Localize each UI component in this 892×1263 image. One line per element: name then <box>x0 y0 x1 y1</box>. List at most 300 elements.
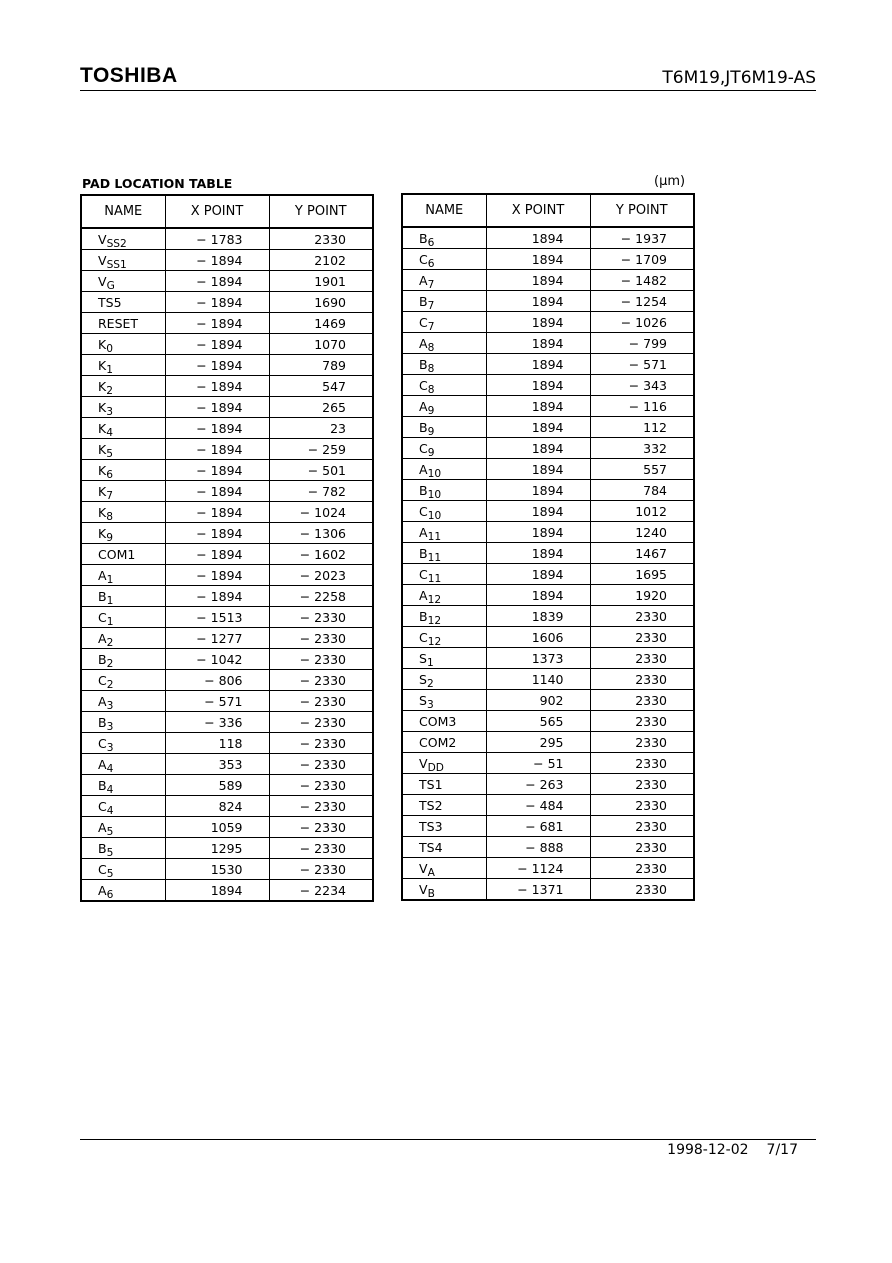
pad-name <box>402 501 486 522</box>
pad-name-base: RESET <box>98 315 139 331</box>
table-row <box>402 249 694 270</box>
y-point-cell: 1467 <box>590 543 694 564</box>
table-row <box>81 334 373 355</box>
table-caption: PAD LOCATION TABLE <box>82 176 233 191</box>
x-point-cell: 1894 <box>486 396 590 417</box>
y-point-cell: 557 <box>590 459 694 480</box>
y-point-cell: − 799 <box>590 333 694 354</box>
pad-name <box>81 586 165 607</box>
pad-name-subscript: 5 <box>106 866 114 880</box>
pad-name-subscript: A <box>427 865 435 879</box>
pad-name <box>402 816 486 837</box>
pad-name-subscript: 9 <box>427 445 435 459</box>
col-header-x-point: X POINT <box>165 195 269 228</box>
table-row <box>402 690 694 711</box>
x-point-cell: 1894 <box>486 354 590 375</box>
table-row <box>81 544 373 565</box>
x-point-cell: − 1894 <box>165 544 269 565</box>
table-row <box>402 585 694 606</box>
x-point-cell: 1894 <box>486 291 590 312</box>
pad-name-base: TS3 <box>419 818 443 834</box>
y-point-cell: − 2330 <box>269 754 373 775</box>
pad-name-subscript: 10 <box>427 508 442 522</box>
pad-name-subscript: 8 <box>427 340 435 354</box>
pad-name <box>81 418 165 439</box>
pad-name-subscript: 1 <box>106 572 114 586</box>
pad-name <box>81 754 165 775</box>
pad-name <box>402 879 486 901</box>
pad-name-subscript: 2 <box>106 383 113 397</box>
y-point-cell: − 501 <box>269 460 373 481</box>
y-point-cell: − 259 <box>269 439 373 460</box>
table-row <box>81 775 373 796</box>
pad-name-base: A <box>98 819 107 835</box>
pad-name-base: A <box>98 630 107 646</box>
pad-name-subscript: 5 <box>106 446 113 460</box>
y-point-cell: − 1306 <box>269 523 373 544</box>
pad-name <box>81 397 165 418</box>
x-point-cell: − 1894 <box>165 250 269 271</box>
x-point-cell: − 1894 <box>165 565 269 586</box>
pad-name <box>402 480 486 501</box>
y-point-cell: − 782 <box>269 481 373 502</box>
y-point-cell: 1695 <box>590 564 694 585</box>
col-header-y-point: Y POINT <box>590 194 694 227</box>
table-header-row <box>402 194 694 227</box>
y-point-cell: 789 <box>269 355 373 376</box>
pad-name <box>402 227 486 249</box>
x-point-cell: 1894 <box>486 522 590 543</box>
x-point-cell: − 571 <box>165 691 269 712</box>
y-point-cell: − 2330 <box>269 649 373 670</box>
pad-name-base: B <box>419 482 428 498</box>
table-header-row <box>81 195 373 228</box>
table-row <box>81 838 373 859</box>
y-point-cell: − 1482 <box>590 270 694 291</box>
pad-name <box>402 732 486 753</box>
y-point-cell: 2330 <box>590 774 694 795</box>
part-number: T6M19,JT6M19-AS <box>662 68 816 88</box>
x-point-cell: 1894 <box>486 375 590 396</box>
y-point-cell: − 2330 <box>269 733 373 754</box>
pad-name <box>402 837 486 858</box>
y-point-cell: 1901 <box>269 271 373 292</box>
y-point-cell: 1920 <box>590 585 694 606</box>
y-point-cell: 2330 <box>590 690 694 711</box>
y-point-cell: 2330 <box>590 858 694 879</box>
table-row <box>402 564 694 585</box>
pad-name-base: S <box>419 650 427 666</box>
pad-name <box>81 880 165 902</box>
pad-name-subscript: 7 <box>106 488 113 502</box>
pad-name-subscript: SS2 <box>106 236 127 250</box>
pad-name-base: B <box>419 608 428 624</box>
x-point-cell: 1894 <box>486 227 590 249</box>
y-point-cell: − 2330 <box>269 775 373 796</box>
x-point-cell: 1894 <box>165 880 269 902</box>
table-row <box>81 228 373 250</box>
y-point-cell: − 1602 <box>269 544 373 565</box>
pad-name <box>81 481 165 502</box>
pad-name-subscript: 9 <box>427 403 435 417</box>
pad-name-base: B <box>419 293 428 309</box>
pad-name <box>81 439 165 460</box>
pad-name-subscript: 5 <box>106 824 114 838</box>
pad-name <box>402 354 486 375</box>
pad-name <box>81 670 165 691</box>
x-point-cell: 118 <box>165 733 269 754</box>
pad-name <box>81 250 165 271</box>
x-point-cell: − 1513 <box>165 607 269 628</box>
pad-name <box>402 438 486 459</box>
y-point-cell: 2330 <box>590 795 694 816</box>
pad-name-subscript: 1 <box>106 614 114 628</box>
x-point-cell: − 1277 <box>165 628 269 649</box>
y-point-cell: 547 <box>269 376 373 397</box>
pad-name <box>402 690 486 711</box>
y-point-cell: 2330 <box>590 711 694 732</box>
pad-name-base: A <box>419 461 428 477</box>
pad-name-base: B <box>98 714 107 730</box>
x-point-cell: − 806 <box>165 670 269 691</box>
x-point-cell: 565 <box>486 711 590 732</box>
brand-logo: TOSHIBA <box>80 64 178 87</box>
pad-name-base: K <box>98 525 107 541</box>
pad-name <box>402 627 486 648</box>
pad-name-base: C <box>98 609 107 625</box>
x-point-cell: − 888 <box>486 837 590 858</box>
y-point-cell: − 1937 <box>590 227 694 249</box>
table-row <box>402 291 694 312</box>
pad-name-base: C <box>419 503 428 519</box>
pad-name <box>402 249 486 270</box>
table-row <box>81 397 373 418</box>
pad-name <box>402 795 486 816</box>
x-point-cell: − 1042 <box>165 649 269 670</box>
table-row <box>402 606 694 627</box>
pad-name <box>402 396 486 417</box>
table-row <box>402 312 694 333</box>
table-row <box>402 711 694 732</box>
y-point-cell: − 2330 <box>269 859 373 880</box>
y-point-cell: 265 <box>269 397 373 418</box>
pad-name-base: K <box>98 357 107 373</box>
x-point-cell: 1059 <box>165 817 269 838</box>
y-point-cell: 2330 <box>590 648 694 669</box>
x-point-cell: − 1894 <box>165 439 269 460</box>
pad-name <box>81 838 165 859</box>
table-row <box>81 313 373 334</box>
pad-name-base: K <box>98 336 107 352</box>
x-point-cell: − 1371 <box>486 879 590 901</box>
table-row <box>402 375 694 396</box>
pad-location-table-left <box>80 194 374 902</box>
pad-name <box>81 228 165 250</box>
table-row <box>81 418 373 439</box>
unit-label: (μm) <box>654 174 686 189</box>
pad-name-base: C <box>419 377 428 393</box>
x-point-cell: − 263 <box>486 774 590 795</box>
y-point-cell: 2330 <box>590 606 694 627</box>
table-row <box>81 502 373 523</box>
table-row <box>81 460 373 481</box>
pad-name-base: TS2 <box>419 797 443 813</box>
pad-name-base: S <box>419 692 427 708</box>
pad-name <box>402 564 486 585</box>
table-row <box>81 481 373 502</box>
pad-name-subscript: 3 <box>106 404 113 418</box>
pad-name-base: K <box>98 483 107 499</box>
table-row <box>402 480 694 501</box>
pad-name <box>81 691 165 712</box>
pad-name-base: S <box>419 671 427 687</box>
table-row <box>81 565 373 586</box>
pad-name-base: B <box>419 230 428 246</box>
y-point-cell: − 2023 <box>269 565 373 586</box>
x-point-cell: − 1894 <box>165 586 269 607</box>
pad-name-subscript: 3 <box>106 719 114 733</box>
pad-name-base: COM1 <box>98 546 136 562</box>
pad-name-subscript: 10 <box>427 487 442 501</box>
table-row <box>402 333 694 354</box>
pad-name <box>402 669 486 690</box>
table-row <box>402 795 694 816</box>
pad-name <box>81 544 165 565</box>
pad-name-subscript: 11 <box>427 571 442 585</box>
pad-name <box>402 417 486 438</box>
pad-name-base: C <box>98 735 107 751</box>
pad-name-subscript: 8 <box>427 361 435 375</box>
pad-name-base: TS4 <box>419 839 443 855</box>
y-point-cell: − 571 <box>590 354 694 375</box>
pad-name-subscript: 2 <box>106 635 114 649</box>
pad-name <box>81 313 165 334</box>
y-point-cell: − 2330 <box>269 691 373 712</box>
table-row <box>402 543 694 564</box>
pad-name-subscript: 12 <box>427 613 442 627</box>
x-point-cell: − 1894 <box>165 418 269 439</box>
table-row <box>81 817 373 838</box>
pad-name-subscript: 3 <box>106 698 114 712</box>
table-row <box>402 627 694 648</box>
pad-name <box>81 859 165 880</box>
table-row <box>402 438 694 459</box>
pad-name-base: TS1 <box>419 776 443 792</box>
pad-name <box>81 376 165 397</box>
x-point-cell: − 1894 <box>165 397 269 418</box>
table-row <box>402 753 694 774</box>
pad-name <box>402 606 486 627</box>
pad-name <box>81 271 165 292</box>
x-point-cell: 1894 <box>486 543 590 564</box>
pad-name-subscript: SS1 <box>106 257 127 271</box>
footer-date: 1998-12-02 <box>667 1142 749 1158</box>
pad-name-subscript: 2 <box>106 677 114 691</box>
y-point-cell: 2330 <box>590 627 694 648</box>
pad-name-base: C <box>98 798 107 814</box>
pad-name-subscript: B <box>427 886 435 900</box>
x-point-cell: 1894 <box>486 312 590 333</box>
pad-name-base: A <box>98 756 107 772</box>
pad-name <box>402 312 486 333</box>
x-point-cell: 1894 <box>486 480 590 501</box>
table-row <box>81 712 373 733</box>
pad-name-subscript: 5 <box>106 845 114 859</box>
table-row <box>81 439 373 460</box>
pad-name-subscript: 4 <box>106 803 114 817</box>
pad-name-subscript: 7 <box>427 319 435 333</box>
pad-name-base: C <box>419 629 428 645</box>
table-row <box>402 396 694 417</box>
table-row <box>81 859 373 880</box>
y-point-cell: 2330 <box>269 228 373 250</box>
y-point-cell: − 343 <box>590 375 694 396</box>
table-row <box>402 648 694 669</box>
pad-name <box>81 796 165 817</box>
table-row <box>81 355 373 376</box>
y-point-cell: − 2330 <box>269 712 373 733</box>
pad-name-base: C <box>419 566 428 582</box>
pad-name-base: B <box>419 356 428 372</box>
col-header-y-point: Y POINT <box>269 195 373 228</box>
table-row <box>402 732 694 753</box>
table-row <box>402 879 694 901</box>
x-point-cell: 589 <box>165 775 269 796</box>
y-point-cell: − 1026 <box>590 312 694 333</box>
pad-name-subscript: 12 <box>427 634 442 648</box>
pad-name-base: K <box>98 378 107 394</box>
y-point-cell: 1240 <box>590 522 694 543</box>
pad-name-base: COM3 <box>419 713 457 729</box>
y-point-cell: 1690 <box>269 292 373 313</box>
table-row <box>402 417 694 438</box>
pad-name-base: V <box>98 231 107 247</box>
x-point-cell: − 1783 <box>165 228 269 250</box>
x-point-cell: 902 <box>486 690 590 711</box>
y-point-cell: 112 <box>590 417 694 438</box>
table-row <box>402 227 694 249</box>
pad-name-subscript: 2 <box>106 656 114 670</box>
pad-name <box>81 817 165 838</box>
pad-name-base: V <box>98 273 107 289</box>
x-point-cell: 1894 <box>486 417 590 438</box>
pad-name-subscript: 1 <box>426 655 434 669</box>
pad-name-subscript: 6 <box>427 235 435 249</box>
y-point-cell: − 2330 <box>269 817 373 838</box>
x-point-cell: − 1894 <box>165 502 269 523</box>
pad-name-subscript: 9 <box>106 530 113 544</box>
x-point-cell: 1839 <box>486 606 590 627</box>
y-point-cell: − 1709 <box>590 249 694 270</box>
x-point-cell: − 484 <box>486 795 590 816</box>
pad-name-base: C <box>98 861 107 877</box>
pad-name-base: A <box>419 524 428 540</box>
pad-name-subscript: 4 <box>106 425 113 439</box>
x-point-cell: 1894 <box>486 501 590 522</box>
table-row <box>402 669 694 690</box>
footer <box>667 1142 798 1158</box>
x-point-cell: − 1894 <box>165 292 269 313</box>
pad-name-subscript: 8 <box>106 509 113 523</box>
footer-rule <box>80 1139 816 1140</box>
table-row <box>402 816 694 837</box>
y-point-cell: 1012 <box>590 501 694 522</box>
table-row <box>81 754 373 775</box>
y-point-cell: 2330 <box>590 732 694 753</box>
x-point-cell: 1295 <box>165 838 269 859</box>
pad-name-base: K <box>98 420 107 436</box>
x-point-cell: − 1894 <box>165 313 269 334</box>
pad-name-subscript: 0 <box>106 341 113 355</box>
pad-name-base: A <box>419 335 428 351</box>
col-header-name: NAME <box>402 194 486 227</box>
pad-name-base: K <box>98 441 107 457</box>
pad-name-subscript: 4 <box>106 761 114 775</box>
pad-name-subscript: 10 <box>427 466 442 480</box>
x-point-cell: − 336 <box>165 712 269 733</box>
x-point-cell: − 1894 <box>165 355 269 376</box>
y-point-cell: − 2330 <box>269 628 373 649</box>
y-point-cell: 23 <box>269 418 373 439</box>
y-point-cell: − 2330 <box>269 796 373 817</box>
x-point-cell: 1373 <box>486 648 590 669</box>
y-point-cell: − 116 <box>590 396 694 417</box>
pad-name <box>402 585 486 606</box>
pad-name-subscript: 2 <box>426 676 434 690</box>
pad-name-base: A <box>98 567 107 583</box>
x-point-cell: − 1894 <box>165 460 269 481</box>
page-number: 7/17 <box>766 1142 798 1158</box>
y-point-cell: − 2330 <box>269 607 373 628</box>
table-row <box>81 670 373 691</box>
table-row <box>402 354 694 375</box>
pad-name-subscript: 7 <box>427 298 435 312</box>
pad-name-base: C <box>419 314 428 330</box>
pad-name-subscript: 1 <box>106 593 114 607</box>
pad-name <box>402 459 486 480</box>
pad-name-base: V <box>419 755 428 771</box>
x-point-cell: 1140 <box>486 669 590 690</box>
table-row <box>81 796 373 817</box>
table-row <box>81 880 373 902</box>
pad-name-base: B <box>98 651 107 667</box>
pad-name-base: B <box>98 588 107 604</box>
pad-name-subscript: G <box>106 278 115 292</box>
pad-name-base: TS5 <box>98 294 122 310</box>
pad-name <box>402 858 486 879</box>
y-point-cell: − 2258 <box>269 586 373 607</box>
pad-name-subscript: 11 <box>427 529 442 543</box>
pad-name-base: A <box>419 272 428 288</box>
y-point-cell: 2102 <box>269 250 373 271</box>
pad-name <box>81 712 165 733</box>
pad-name-subscript: DD <box>427 760 444 774</box>
table-row <box>81 586 373 607</box>
x-point-cell: 353 <box>165 754 269 775</box>
col-header-name: NAME <box>81 195 165 228</box>
pad-name-subscript: 8 <box>427 382 435 396</box>
pad-name <box>81 334 165 355</box>
pad-name <box>81 628 165 649</box>
pad-name-base: C <box>419 440 428 456</box>
pad-name-subscript: 4 <box>106 782 114 796</box>
pad-name-subscript: 3 <box>106 740 114 754</box>
pad-name <box>402 270 486 291</box>
pad-name <box>81 733 165 754</box>
table-row <box>402 459 694 480</box>
table-row <box>402 270 694 291</box>
y-point-cell: 784 <box>590 480 694 501</box>
